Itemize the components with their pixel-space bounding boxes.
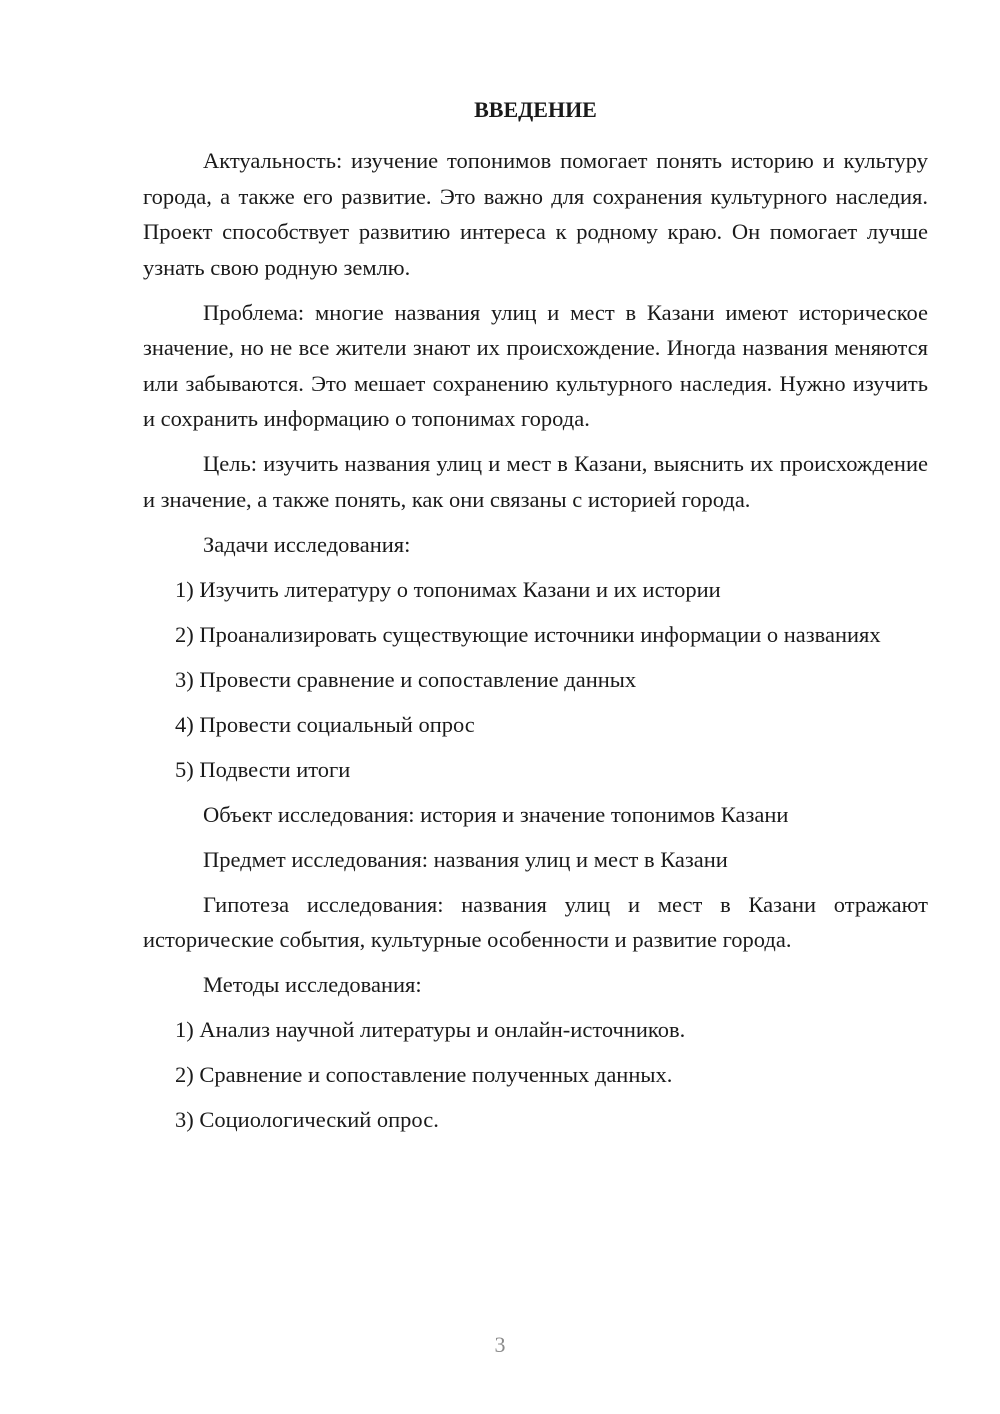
section-heading: ВВЕДЕНИЕ bbox=[474, 97, 597, 122]
problem-paragraph: Проблема: многие названия улиц и мест в Казани имеют историческое значение, но не все жители знают их происхождение. Иногда названия меняются или забываются. Это мешает сохранению культурного наследия. Нужно изучить и сохранить информацию о топонимах города. bbox=[143, 299, 928, 431]
task-item: 3) Провести сравнение и сопоставление данных bbox=[175, 666, 637, 692]
task-item: 4) Провести социальный опрос bbox=[175, 711, 475, 737]
methods-title: Методы исследования: bbox=[203, 972, 422, 997]
task-item: 1) Изучить литературу о топонимах Казани и их истории bbox=[175, 576, 721, 602]
task-item: 5) Подвести итоги bbox=[175, 756, 351, 782]
page-number: 3 bbox=[494, 1332, 506, 1357]
task-item: 2) Проанализировать существующие источники информации о названиях bbox=[175, 621, 881, 647]
hypothesis-paragraph: Гипотеза исследования: названия улиц и мест в Казани отражают исторические события, культурные особенности и развитие города. bbox=[143, 891, 928, 952]
relevance-paragraph: Актуальность: изучение топонимов помогает понять историю и культуру города, а также его развитие. Это важно для сохранения культурного наследия. Проект способствует развитию интереса к родному краю. Он помогает лучше узнать свою родную землю. bbox=[143, 148, 928, 280]
method-item: 2) Сравнение и сопоставление полученных данных. bbox=[175, 1062, 673, 1087]
tasks-title: Задачи исследования: bbox=[203, 531, 411, 557]
subject-paragraph: Предмет исследования: названия улиц и мест в Казани bbox=[203, 846, 728, 872]
method-item: 1) Анализ научной литературы и онлайн-источников. bbox=[175, 1017, 686, 1042]
object-paragraph: Объект исследования: история и значение топонимов Казани bbox=[203, 801, 789, 827]
document-page bbox=[143, 92, 928, 1147]
method-item: 3) Социологический опрос. bbox=[175, 1107, 439, 1132]
goal-paragraph: Цель: изучить названия улиц и мест в Казани, выяснить их происхождение и значение, а также понять, как они связаны с историей города. bbox=[143, 451, 928, 512]
